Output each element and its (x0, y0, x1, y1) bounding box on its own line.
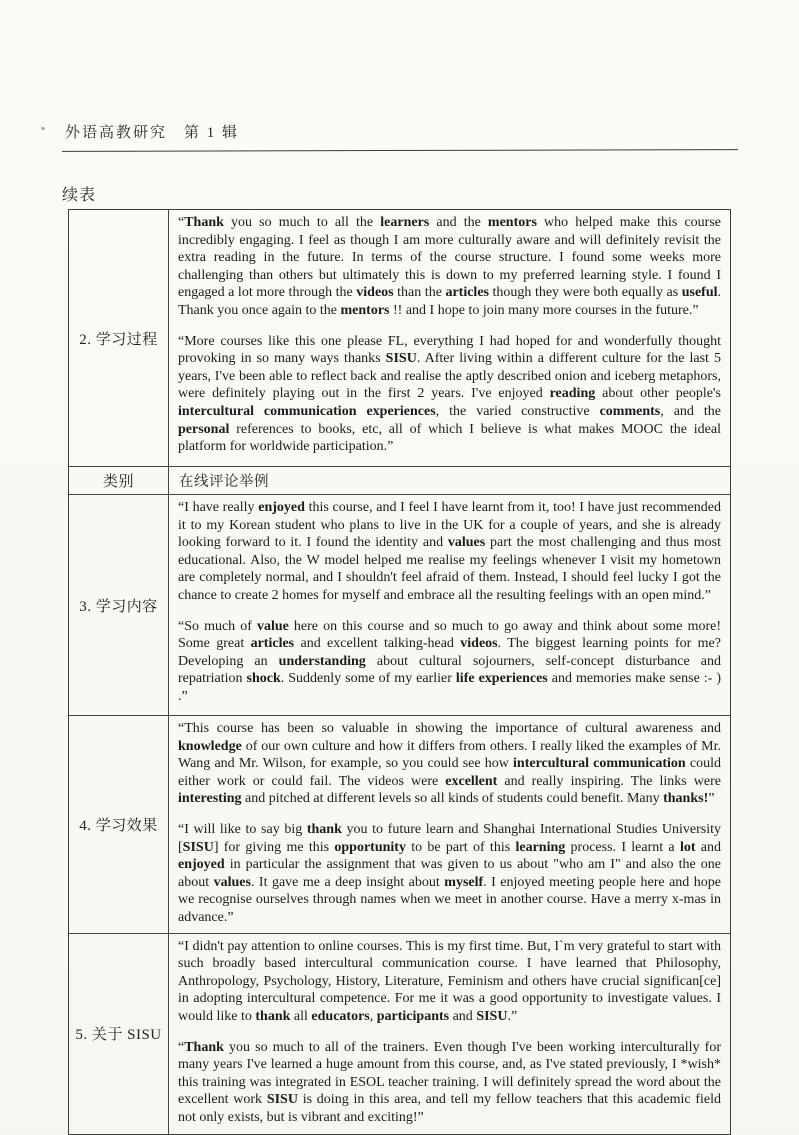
table-row-learning-process (69, 210, 730, 467)
table-row-learning-effect (69, 716, 730, 934)
table-row-learning-content (69, 495, 730, 716)
row-label: 4. 学习效果 (69, 716, 169, 933)
quote-paragraph: “More courses like this one please FL, everything I had hoped for and wonderfully thought provoking in so many ways thanks SISU. After living within a different culture for the last 5 years, I've been able to reflect back and realise the aptly described onion and iceberg metaphors, were definitely playing out in the first 2 years. I've enjoyed reading about other people's intercultural communication experiences, the varied constructive comments, and the personal references to books, etc, all of which I believe is what makes MOOC the ideal platform for worldwide participation.” (178, 333, 721, 455)
row-content (169, 210, 730, 466)
category-header-value: 在线评论举例 (179, 474, 269, 490)
row-content (169, 716, 730, 933)
quote-paragraph: “I didn't pay attention to online courses. This is my first time. But, I`m very grateful to start with such broadly based intercultural communication course. I have learned that Philosophy, Anthropology, Psychology, History, Literature, Feminism and others have crucial significan[ce] in adopting intercultural competence. For me it was a good opportunity to investigate values. I would like to thank all educators, participants and SISU.” (178, 938, 721, 1024)
quote-paragraph: “So much of value here on this course and so much to go away and think about some more! Some great articles and excellent talking-head videos. The biggest learning points for me? Developing an understanding about cultural sojourners, self-concept disturbance and repatriation shock. Suddenly some of my earlier life experiences and memories make sense :- ) .” (178, 618, 722, 704)
quote-paragraph: “This course has been so valuable in showing the importance of cultural awareness and knowledge of our own culture and how it differs from others. I really liked the examples of Mr. Wang and Mr. Wilson, for example, so you could see how intercultural communication could either work or could fail. The videos were excellent and really inspiring. The links were interesting and pitched at different levels so all kinds of students could benefit. Many thanks!” (178, 721, 721, 807)
quote-paragraph: “I will like to say big thank you to future learn and Shanghai International Studies University [SISU] for giving me this opportunity to be part of this learning process. I learnt a lot and enjoyed in particular the assignment that was given to us about "who am I" and also the one about values. It gave me a deep insight about myself. I enjoyed meeting people here and hope we recognise ourselves through names when we meet in another course. Have a merry x-mas in advance.” (178, 821, 722, 925)
quote-paragraph: “Thank you so much to all the learners and the mentors who helped make this course incredibly engaging. I feel as though I am more culturally aware and will definitely revisit the extra reading in the future. In terms of the course structure. I found some weeks more challenging than others but ultimately this is down to my preferred learning style. I found I engaged a lot more through the videos than the articles though they were both equally as useful. Thank you once again to the mentors !! and I hope to join many more courses in the future.” (178, 215, 722, 318)
scan-speck (41, 126, 46, 130)
comments-table (68, 209, 731, 1135)
row-label: 3. 学习内容 (69, 495, 169, 715)
row-content (169, 934, 730, 1134)
quote-paragraph: “I have really enjoyed this course, and I feel I have learnt from it, too! I have just recommended it to my Korean student who plans to live in the UK for a couple of years, and she is already looking forward to it. I found the identity and values part the most challenging and thus most educational. Also, the W model helped me realise my feelings whenever I visit my hometown are completely normal, and I shouldn't feel afraid of them. Instead, I should feel lucky I got the chance to create 2 homes for myself and embrace all the resulting feelings with an open mind.” (178, 500, 721, 603)
row-label: 5. 关于 SISU (69, 934, 169, 1134)
category-header-label: 类别 (69, 467, 169, 494)
header-rule (62, 149, 738, 152)
quote-paragraph: “Thank you so much to all of the trainers. Even though I've been working interculturally for many years I've learned a huge amount from this course, and, as I've stated previously, I *wish* this training was integrated in ESOL teacher training. I will definitely spread the word about the excellent work SISU is doing in this area, and tell my fellow teachers that this academic field not only exists, but is vibrant and exciting!” (178, 1039, 722, 1125)
row-content (169, 495, 730, 715)
row-label: 2. 学习过程 (69, 210, 169, 466)
table-header-row (69, 467, 730, 495)
table-row-about-sisu (69, 934, 730, 1134)
running-head: 外语高教研究 第 1 辑 (65, 125, 240, 141)
table-caption: 续表 (62, 187, 97, 204)
